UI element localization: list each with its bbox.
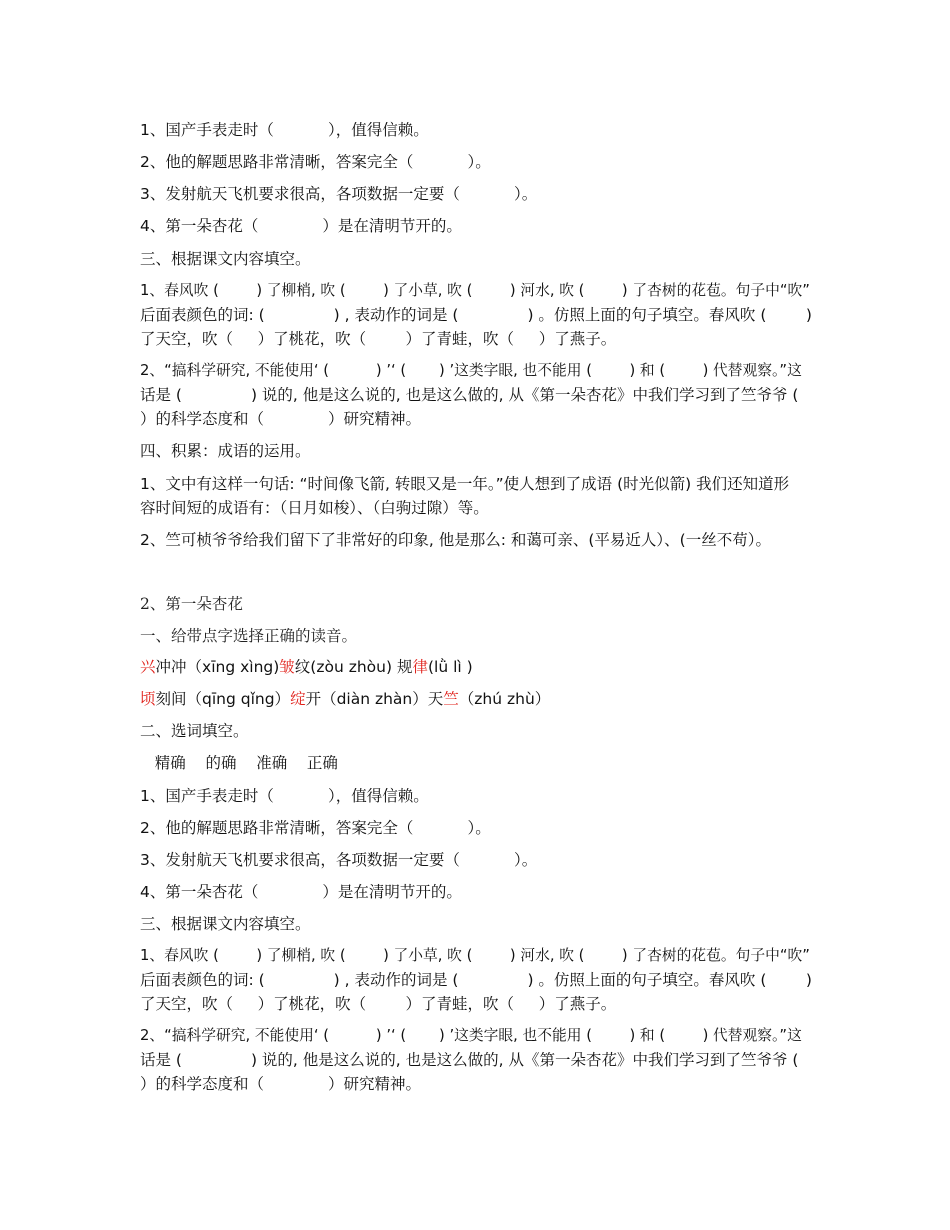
section-4-title: 四、积累：成语的运用。 bbox=[140, 442, 311, 460]
question-3: 3、发射航天飞机要求很高，各项数据一定要（ ）。 bbox=[140, 851, 538, 869]
pron-text: 冲冲（xīng xìng) bbox=[155, 658, 280, 676]
pron-text: 开（diàn zhàn）天 bbox=[305, 690, 444, 708]
pron-text: 纹(zòu zhòu) 规 bbox=[294, 658, 413, 676]
question-3: 3、发射航天飞机要求很高，各项数据一定要（ ）。 bbox=[140, 185, 538, 203]
lesson-title: 2、第一朵杏花 bbox=[140, 595, 243, 613]
dotted-char: 皱 bbox=[279, 658, 295, 676]
dotted-char: 绽 bbox=[290, 690, 306, 708]
pron-text: 刻间（qīng qǐng） bbox=[155, 690, 291, 708]
fill-1-line-2: 后面表颜色的词: ( ) , 表动作的词是 ( ) 。仿照上面的句子填空。春风吹 ( ) bbox=[140, 306, 812, 324]
fill-2-line-2: 话是 ( ) 说的, 他是这么说的, 也是这么做的, 从《第一朵杏花》中我们学习到了竺爷爷 ( bbox=[140, 386, 799, 404]
fill-2-line-3: ）的科学态度和（ ）研究精神。 bbox=[140, 410, 422, 428]
question-2: 2、他的解题思路非常清晰，答案完全（ ）。 bbox=[140, 819, 491, 837]
question-1: 1、国产手表走时（ ），值得信赖。 bbox=[140, 787, 429, 805]
question-4: 4、第一朵杏花（ ）是在清明节开的。 bbox=[140, 217, 462, 235]
pron-text: (lǜ lì ) bbox=[427, 658, 473, 676]
fill-1-line-2: 后面表颜色的词: ( ) , 表动作的词是 ( ) 。仿照上面的句子填空。春风吹 ( ) bbox=[140, 971, 812, 989]
dotted-char: 竺 bbox=[443, 690, 459, 708]
section-1-title: 一、给带点字选择正确的读音。 bbox=[140, 627, 358, 645]
pronunciation-line-2 bbox=[140, 689, 550, 709]
fill-1-line-1: 1、春风吹 ( ) 了柳梢, 吹 ( ) 了小草, 吹 ( ) 河水, 吹 ( ) 了杏树的花苞。句子中“吹” bbox=[140, 947, 810, 964]
fill-1-line-1: 1、春风吹 ( ) 了柳梢, 吹 ( ) 了小草, 吹 ( ) 河水, 吹 ( ) 了杏树的花苞。句子中“吹” bbox=[140, 282, 810, 299]
question-1: 1、国产手表走时（ ），值得信赖。 bbox=[140, 121, 429, 139]
pron-text: （zhú zhù） bbox=[458, 690, 551, 708]
fill-1-line-3: 了天空，吹（ ）了桃花，吹（ ）了青蛙，吹（ ）了燕子。 bbox=[140, 330, 617, 348]
dotted-char: 律 bbox=[412, 658, 428, 676]
section-3-title: 三、根据课文内容填空。 bbox=[140, 915, 311, 933]
fill-2-line-3: ）的科学态度和（ ）研究精神。 bbox=[140, 1075, 422, 1093]
dotted-char: 兴 bbox=[140, 658, 156, 676]
fill-2-line-1: 2、“搞科学研究, 不能使用‘ ( ) ’‘ ( ) ’这类字眼, 也不能用 ( ) 和 ( ) 代替观察。”这 bbox=[140, 362, 802, 379]
word-choices: 精确 的确 准确 正确 bbox=[140, 754, 338, 772]
question-2: 2、他的解题思路非常清晰，答案完全（ ）。 bbox=[140, 153, 491, 171]
section-2-title: 二、选词填空。 bbox=[140, 722, 249, 740]
fill-2-line-1: 2、“搞科学研究, 不能使用‘ ( ) ’‘ ( ) ’这类字眼, 也不能用 ( ) 和 ( ) 代替观察。”这 bbox=[140, 1027, 802, 1044]
pronunciation-line-1 bbox=[140, 657, 473, 677]
fill-2-line-2: 话是 ( ) 说的, 他是这么说的, 也是这么做的, 从《第一朵杏花》中我们学习到了竺爷爷 ( bbox=[140, 1051, 799, 1069]
idiom-1-line-2: 容时间短的成语有：（日月如梭）、（白驹过隙）等。 bbox=[140, 499, 489, 517]
idiom-2: 2、竺可桢爷爷给我们留下了非常好的印象, 他是那么: 和蔼可亲、(平易近人）、(一丝不苟）。 bbox=[140, 531, 771, 549]
question-4: 4、第一朵杏花（ ）是在清明节开的。 bbox=[140, 883, 462, 901]
idiom-1-line-1: 1、文中有这样一句话: “时间像飞箭, 转眼又是一年。”使人想到了成语 (时光似箭) 我们还知道形 bbox=[140, 475, 790, 493]
section-3-title: 三、根据课文内容填空。 bbox=[140, 250, 311, 268]
fill-1-line-3: 了天空，吹（ ）了桃花，吹（ ）了青蛙，吹（ ）了燕子。 bbox=[140, 995, 617, 1013]
dotted-char: 顷 bbox=[140, 690, 156, 708]
